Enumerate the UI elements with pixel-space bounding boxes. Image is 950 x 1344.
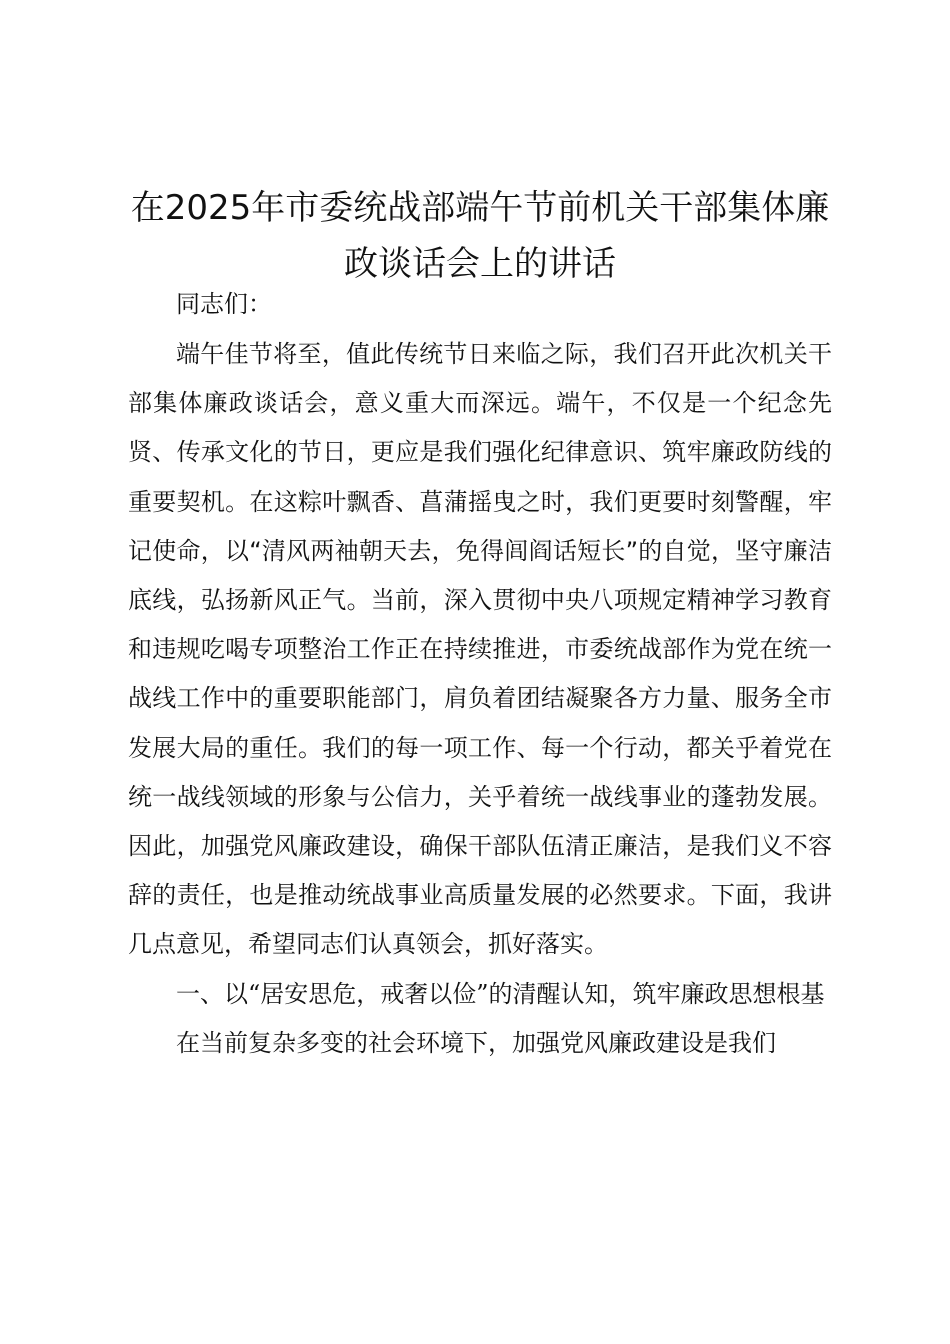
intro-paragraph: 端午佳节将至，值此传统节日来临之际，我们召开此次机关干部集体廉政谈话会，意义重大而深远。端午，不仅是一个纪念先贤、传承文化的节日，更应是我们强化纪律意识、筑牢廉政防线的重要契机。在这粽叶飘香、菖蒲摇曳之时，我们更要时刻警醒，牢记使命，以“清风两袖朝天去，免得闾阎话短长”的自觉，坚守廉洁底线，弘扬新风正气。当前，深入贯彻中央八项规定精神学习教育和违规吃喝专项整治工作正在持续推进，市委统战部作为党在统一战线工作中的重要职能部门，肩负着团结凝聚各方力量、服务全市发展大局的重任。我们的每一项工作、每一个行动，都关乎着党在统一战线领域的形象与公信力，关乎着统一战线事业的蓬勃发展。因此，加强党风廉政建设，确保干部队伍清正廉洁，是我们义不容辞的责任，也是推动统战事业高质量发展的必然要求。下面，我讲几点意见，希望同志们认真领会，抓好落实。 [128, 340, 832, 959]
document-body [128, 330, 832, 1068]
greeting-block [128, 280, 832, 329]
document-title: 在2025年市委统战部端午节前机关干部集体廉政谈话会上的讲话 [130, 188, 830, 284]
section-heading-1: 一、以“居安思危，戒奢以俭”的清醒认知，筑牢廉政思想根基 [176, 979, 825, 1008]
section-1-paragraph: 在当前复杂多变的社会环境下，加强党风廉政建设是我们 [176, 1028, 776, 1057]
greeting: 同志们： [176, 290, 272, 318]
